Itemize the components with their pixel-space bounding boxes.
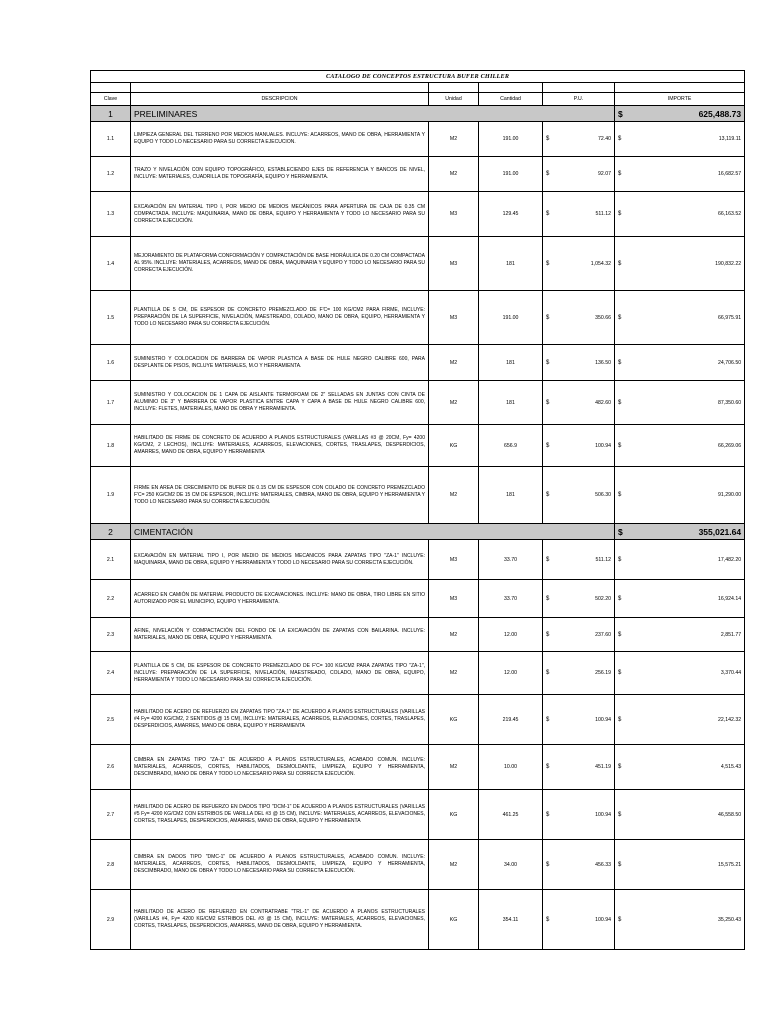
item-unidad: M3 — [429, 540, 479, 580]
item-importe: 15,575.21 — [625, 840, 745, 890]
catalog-title: CATALOGO DE CONCEPTOS ESTRUCTURA BUFER CHILLER — [91, 71, 745, 83]
item-cantidad: 12.00 — [479, 652, 543, 695]
item-cantidad: 33.70 — [479, 580, 543, 618]
table-row — [91, 652, 745, 695]
item-unidad: M2 — [429, 381, 479, 425]
currency-symbol: $ — [543, 237, 553, 291]
item-pu: 100.94 — [553, 890, 615, 950]
currency-symbol: $ — [543, 122, 553, 157]
item-unidad: M3 — [429, 237, 479, 291]
header-descripcion: DESCRIPCION — [131, 93, 429, 106]
item-pu: 451.19 — [553, 745, 615, 790]
currency-symbol: $ — [543, 840, 553, 890]
header-importe: IMPORTE — [615, 93, 745, 106]
item-clave: 2.5 — [91, 695, 131, 745]
item-cantidad: 191.00 — [479, 291, 543, 345]
item-clave: 2.8 — [91, 840, 131, 890]
section-total: 355,021.64 — [625, 524, 745, 540]
item-importe: 13,119.11 — [625, 122, 745, 157]
table-row — [91, 381, 745, 425]
item-cantidad: 461.25 — [479, 790, 543, 840]
item-descripcion: MEJORAMIENTO DE PLATAFORMA CONFORMACIÓN Y COMPACTACIÓN DE BASE HIDRÁULICA DE 0.20 CM COMPACTADA AL 95%. INCLUYE: MATERIALES, ACARREOS, MANO DE OBRA, MAQUINARIA Y EQUIPO Y TODO LO NECESARIO PARA SU CORRECTA EJECUCIÓN. — [131, 237, 429, 291]
item-pu: 256.19 — [553, 652, 615, 695]
item-descripcion: CIMBRA EN DADOS TIPO "DMC-1" DE ACUERDO A PLANOS ESTRUCTURALES, ACABADO COMUN. INCLUYE: MATERIALES, ACARREOS, CORTES, HABILITADOS, DESMOLDANTE, LIMPIEZA, EQUIPO Y HERRAMIENTA, DESCIMBRADO, MANO DE OBRA Y TODO LO NECESARIO PARA SU CORRECTA EJECUCIÓN. — [131, 840, 429, 890]
item-descripcion: ACARREO EN CAMIÓN DE MATERIAL PRODUCTO DE EXCAVACIONES. INCLUYE: MANO DE OBRA, TIRO LIBRE EN SITIO AUTORIZADO POR EL MUNICIPIO, EQUIPO Y HERRAMIENTA. — [131, 580, 429, 618]
item-descripcion: AFINE, NIVELACIÓN Y COMPACTACIÓN DEL FONDO DE LA EXCAVACIÓN DE ZAPATAS CON BAILARINA. INCLUYE: MATERIALES, MANO DE OBRA, EQUIPO Y HERRAMIENTA. — [131, 618, 429, 652]
currency-symbol: $ — [615, 122, 625, 157]
item-cantidad: 219.45 — [479, 695, 543, 745]
item-descripcion: EXCAVACIÓN EN MATERIAL TIPO I, POR MEDIO DE MEDIOS MECÁNICOS PARA APERTURA DE CAJA DE 0.35 CM COMPACTADA. INCLUYE: MAQUINARIA, MANO DE OBRA, EQUIPO Y HERRAMIENTA Y TODO LO NECESARIO PARA SU CORRECTA EJECUCIÓN. — [131, 192, 429, 237]
section-total: 625,488.73 — [625, 106, 745, 122]
section-number: 2 — [91, 524, 131, 540]
table-row — [91, 745, 745, 790]
table-row — [91, 345, 745, 381]
item-descripcion: CIMBRA EN ZAPATAS TIPO "ZA-1" DE ACUERDO A PLANOS ESTRUCTURALES, ACABADO COMUN. INCLUYE: MATERIALES, ACARREOS, CORTES, HABILITADOS, DESMOLDANTE, LIMPIEZA, EQUIPO Y HERRAMIENTA, DESCIMBRADO, MANO DE OBRA Y TODO LO NECESARIO PARA SU CORRECTA EJECUCIÓN. — [131, 745, 429, 790]
item-clave: 2.7 — [91, 790, 131, 840]
item-descripcion: SUMINISTRO Y COLOCACION DE 1 CAPA DE AISLANTE TERMOFOAM DE 2" SELLADAS EN JUNTAS CON CINTA DE ALUMINIO DE 3" Y BARRERA DE VAPOR PLASTICA ENTRE CAPA Y CAPA A BASE DE HULE NEGRO CALIBRE 600, INCLUYE: FLETES, MATERIALES, MANO DE OBRA Y HERRAMIENTA. — [131, 381, 429, 425]
item-pu: 136.50 — [553, 345, 615, 381]
item-cantidad: 34.00 — [479, 840, 543, 890]
table-row — [91, 840, 745, 890]
item-unidad: M2 — [429, 840, 479, 890]
item-unidad: M2 — [429, 157, 479, 192]
item-unidad: KG — [429, 695, 479, 745]
item-clave: 1.3 — [91, 192, 131, 237]
currency-symbol: $ — [543, 618, 553, 652]
item-importe: 17,482.20 — [625, 540, 745, 580]
table-row — [91, 890, 745, 950]
item-importe: 3,370.44 — [625, 652, 745, 695]
item-importe: 66,163.52 — [625, 192, 745, 237]
item-pu: 506.30 — [553, 467, 615, 524]
currency-symbol: $ — [615, 425, 625, 467]
item-importe: 24,706.50 — [625, 345, 745, 381]
currency-symbol: $ — [615, 540, 625, 580]
item-descripcion: HABILITADO DE ACERO DE REFUERZO EN ZAPATAS TIPO "ZA-1" DE ACUERDO A PLANOS ESTRUCTURALES (VARILLAS #4 Fy= 4200 KG/CM2, 2 SENTIDOS @ 15 CM), INCLUYE: MATERIALES, ACARREOS, ELEVACIONES, CORTES, TRASLAPES, DESPERDICIOS, AMARRES, MANO DE OBRA, EQUIPO Y HERRAMIENTA — [131, 695, 429, 745]
item-cantidad: 12.00 — [479, 618, 543, 652]
table-row — [91, 157, 745, 192]
item-cantidad: 656.9 — [479, 425, 543, 467]
item-unidad: KG — [429, 790, 479, 840]
item-descripcion: HABILITADO DE ACERO DE REFUERZO EN CONTRATRABE "TRL-1" DE ACUERDO A PLANOS ESTRUCTURALES (VARILLAS #4, Fy= 4200 KG/CM2 ESTRIBOS DEL #3 @ 15 CM), INCLUYE: MATERIALES, ACARREOS, ELEVACIONES, CORTES, TRASLAPES, DESPERDICIOS, AMARRES, MANO DE OBRA, EQUIPO Y HERRAMIENTA. — [131, 890, 429, 950]
table-row — [91, 540, 745, 580]
item-cantidad: 181 — [479, 345, 543, 381]
item-cantidad: 354.11 — [479, 890, 543, 950]
item-pu: 237.60 — [553, 618, 615, 652]
table-row — [91, 291, 745, 345]
currency-symbol: $ — [615, 695, 625, 745]
item-importe: 46,558.50 — [625, 790, 745, 840]
item-unidad: M2 — [429, 745, 479, 790]
item-importe: 66,975.91 — [625, 291, 745, 345]
item-pu: 92.07 — [553, 157, 615, 192]
item-unidad: M2 — [429, 618, 479, 652]
currency-symbol: $ — [615, 652, 625, 695]
item-clave: 2.9 — [91, 890, 131, 950]
item-clave: 1.8 — [91, 425, 131, 467]
currency-symbol: $ — [543, 467, 553, 524]
currency-symbol: $ — [543, 540, 553, 580]
item-clave: 2.6 — [91, 745, 131, 790]
currency-symbol: $ — [543, 890, 553, 950]
item-cantidad: 181 — [479, 237, 543, 291]
currency-symbol: $ — [615, 381, 625, 425]
currency-symbol: $ — [615, 580, 625, 618]
currency-symbol: $ — [615, 192, 625, 237]
currency-symbol: $ — [615, 237, 625, 291]
table-row — [91, 618, 745, 652]
currency-symbol: $ — [543, 695, 553, 745]
item-importe: 2,851.77 — [625, 618, 745, 652]
item-unidad: M2 — [429, 122, 479, 157]
item-clave: 2.1 — [91, 540, 131, 580]
item-clave: 2.4 — [91, 652, 131, 695]
item-unidad: M3 — [429, 291, 479, 345]
table-row — [91, 467, 745, 524]
currency-symbol: $ — [615, 618, 625, 652]
item-cantidad: 191.00 — [479, 157, 543, 192]
item-pu: 350.66 — [553, 291, 615, 345]
currency-symbol: $ — [615, 524, 625, 540]
item-pu: 511.12 — [553, 192, 615, 237]
table-row — [91, 580, 745, 618]
item-descripcion: SUMINISTRO Y COLOCACION DE BARRERA DE VAPOR PLASTICA A BASE DE HULE NEGRO CALIBRE 600, PARA DESPLANTE DE PISOS, INCLUYE MATERIALES, M.O Y HERRAMIENTA. — [131, 345, 429, 381]
currency-symbol: $ — [615, 157, 625, 192]
item-descripcion: FIRME EN AREA DE CRECIMIENTO DE BUFER DE 0.15 CM DE ESPESOR CON COLADO DE CONCRETO PREMEZCLADO F'C= 250 KG/CM2 DE 15 CM DE ESPESOR, INCLUYE: MATERIALES, CIMBRA, MANO DE OBRA, EQUIPO Y HERRAMIENTA Y TODO LO NECESARIO PARA SU CORRECTA EJECUCIÓN. — [131, 467, 429, 524]
item-descripcion: LIMPIEZA GENERAL DEL TERRENO POR MEDIOS MANUALES. INCLUYE: ACARREOS, MANO DE OBRA, HERRAMIENTA Y EQUIPO Y TODO LO NECESARIO PARA SU CORRECTA EJECUCION. — [131, 122, 429, 157]
currency-symbol: $ — [543, 580, 553, 618]
currency-symbol: $ — [543, 381, 553, 425]
item-cantidad: 191.00 — [479, 122, 543, 157]
currency-symbol: $ — [543, 291, 553, 345]
item-importe: 66,269.06 — [625, 425, 745, 467]
table-row — [91, 790, 745, 840]
currency-symbol: $ — [543, 652, 553, 695]
item-clave: 1.9 — [91, 467, 131, 524]
item-descripcion: PLANTILLA DE 5 CM, DE ESPESOR DE CONCRETO PREMEZCLADO DE F'C= 100 KG/CM2 PARA ZAPATAS TIPO "ZA-1", INCLUYE: PREPARACIÓN DE LA SUPERFICIE, NIVELACIÓN, MAESTREADO, COLADO, MANO DE OBRA, EQUIPO, HERRAMIENTA Y TODO LO NECESARIO PARA SU CORRECTA EJECUCIÓN. — [131, 652, 429, 695]
concept-catalog-sheet — [90, 70, 744, 950]
currency-symbol: $ — [615, 106, 625, 122]
item-cantidad: 129.45 — [479, 192, 543, 237]
item-importe: 190,832.22 — [625, 237, 745, 291]
item-descripcion: PLANTILLA DE 5 CM, DE ESPESOR DE CONCRETO PREMEZCLADO DE F'C= 100 KG/CM2 PARA FIRME, INCLUYE: PREPARACIÓN DE LA SUPERFICIE, NIVELACIÓN, MAESTREADO, COLADO, MANO DE OBRA, EQUIPO, HERRAMIENTA Y TODO LO NECESARIO PARA SU CORRECTA EJECUCIÓN. — [131, 291, 429, 345]
item-clave: 1.5 — [91, 291, 131, 345]
item-unidad: KG — [429, 890, 479, 950]
item-clave: 2.3 — [91, 618, 131, 652]
item-clave: 1.6 — [91, 345, 131, 381]
header-cantidad: Cantidad — [479, 93, 543, 106]
table-row — [91, 695, 745, 745]
currency-symbol: $ — [543, 745, 553, 790]
item-unidad: M2 — [429, 345, 479, 381]
table-row — [91, 237, 745, 291]
item-pu: 100.94 — [553, 790, 615, 840]
header-pu: P.U. — [543, 93, 615, 106]
item-unidad: M3 — [429, 580, 479, 618]
item-pu: 1,054.32 — [553, 237, 615, 291]
item-unidad: M2 — [429, 467, 479, 524]
item-pu: 482.60 — [553, 381, 615, 425]
catalog-table — [90, 70, 745, 950]
header-clave: Clave — [91, 93, 131, 106]
item-descripcion: TRAZO Y NIVELACIÓN CON EQUIPO TOPOGRÁFICO, ESTABLECIENDO EJES DE REFERENCIA Y BANCOS DE NIVEL, INCLUYE: MATERIALES, CUADRILLA DE TOPOGRAFÍA, EQUIPO Y HERRAMIENTA. — [131, 157, 429, 192]
header-row — [91, 93, 745, 106]
currency-symbol: $ — [615, 291, 625, 345]
currency-symbol: $ — [615, 840, 625, 890]
item-clave: 1.7 — [91, 381, 131, 425]
item-pu: 511.12 — [553, 540, 615, 580]
item-pu: 502.20 — [553, 580, 615, 618]
currency-symbol: $ — [615, 345, 625, 381]
currency-symbol: $ — [543, 790, 553, 840]
item-pu: 100.94 — [553, 695, 615, 745]
section-row — [91, 106, 745, 122]
item-clave: 2.2 — [91, 580, 131, 618]
item-importe: 87,350.60 — [625, 381, 745, 425]
section-name: PRELIMINARES — [131, 106, 615, 122]
currency-symbol: $ — [543, 192, 553, 237]
currency-symbol: $ — [615, 745, 625, 790]
item-clave: 1.2 — [91, 157, 131, 192]
item-clave: 1.1 — [91, 122, 131, 157]
currency-symbol: $ — [615, 467, 625, 524]
item-unidad: M2 — [429, 652, 479, 695]
header-unidad: Unidad — [429, 93, 479, 106]
table-row — [91, 122, 745, 157]
currency-symbol: $ — [543, 425, 553, 467]
currency-symbol: $ — [543, 157, 553, 192]
currency-symbol: $ — [543, 345, 553, 381]
item-cantidad: 33.70 — [479, 540, 543, 580]
item-importe: 35,250.43 — [625, 890, 745, 950]
item-descripcion: EXCAVACIÓN EN MATERIAL TIPO I, POR MEDIO DE MEDIOS MECANICOS PARA ZAPATAS TIPO "ZA-1" INCLUYE: MAQUINARIA, MANO DE OBRA, EQUIPO Y HERRAMIENTA Y TODO LO NECESARIO PARA SU CORRECTA EJECUCIÓN. — [131, 540, 429, 580]
item-cantidad: 181 — [479, 381, 543, 425]
currency-symbol: $ — [615, 790, 625, 840]
item-unidad: M3 — [429, 192, 479, 237]
item-importe: 16,682.57 — [625, 157, 745, 192]
item-descripcion: HABILITADO DE ACERO DE REFUERZO EN DADOS TIPO "DCM-1" DE ACUERDO A PLANOS ESTRUCTURALES (VARILLAS #5 Fy= 4200 KG/CM2 CON ESTRIBOS DE VARILLA DEL #3 @ 15 CM), INCLUYE: MATERIALES, ACARREOS, ELEVACIONES, CORTES, TRASLAPES, DESPERDICIOS, AMARRES, MANO DE OBRA, EQUIPO Y HERRAMIENTA — [131, 790, 429, 840]
item-unidad: KG — [429, 425, 479, 467]
item-pu: 456.33 — [553, 840, 615, 890]
item-pu: 100.94 — [553, 425, 615, 467]
table-row — [91, 192, 745, 237]
currency-symbol: $ — [615, 890, 625, 950]
item-importe: 4,515.43 — [625, 745, 745, 790]
item-pu: 72.40 — [553, 122, 615, 157]
table-row — [91, 425, 745, 467]
section-name: CIMENTACIÓN — [131, 524, 615, 540]
item-cantidad: 10.00 — [479, 745, 543, 790]
item-descripcion: HABILITADO DE FIRME DE CONCRETO DE ACUERDO A PLANOS ESTRUCTURALES (VARILLAS #3 @ 20CM, Fy= 4200 KG/CM2, 2 LECHOS), INCLUYE: MATERIALES, ACARREOS, ELEVACIONES, CORTES, TRASLAPES, DESPERDICIOS, AMARRES, MANO DE OBRA, EQUIPO Y HERRAMIENTA — [131, 425, 429, 467]
item-clave: 1.4 — [91, 237, 131, 291]
item-importe: 91,290.00 — [625, 467, 745, 524]
section-row — [91, 524, 745, 540]
item-importe: 22,142.32 — [625, 695, 745, 745]
section-number: 1 — [91, 106, 131, 122]
item-cantidad: 181 — [479, 467, 543, 524]
item-importe: 16,924.14 — [625, 580, 745, 618]
